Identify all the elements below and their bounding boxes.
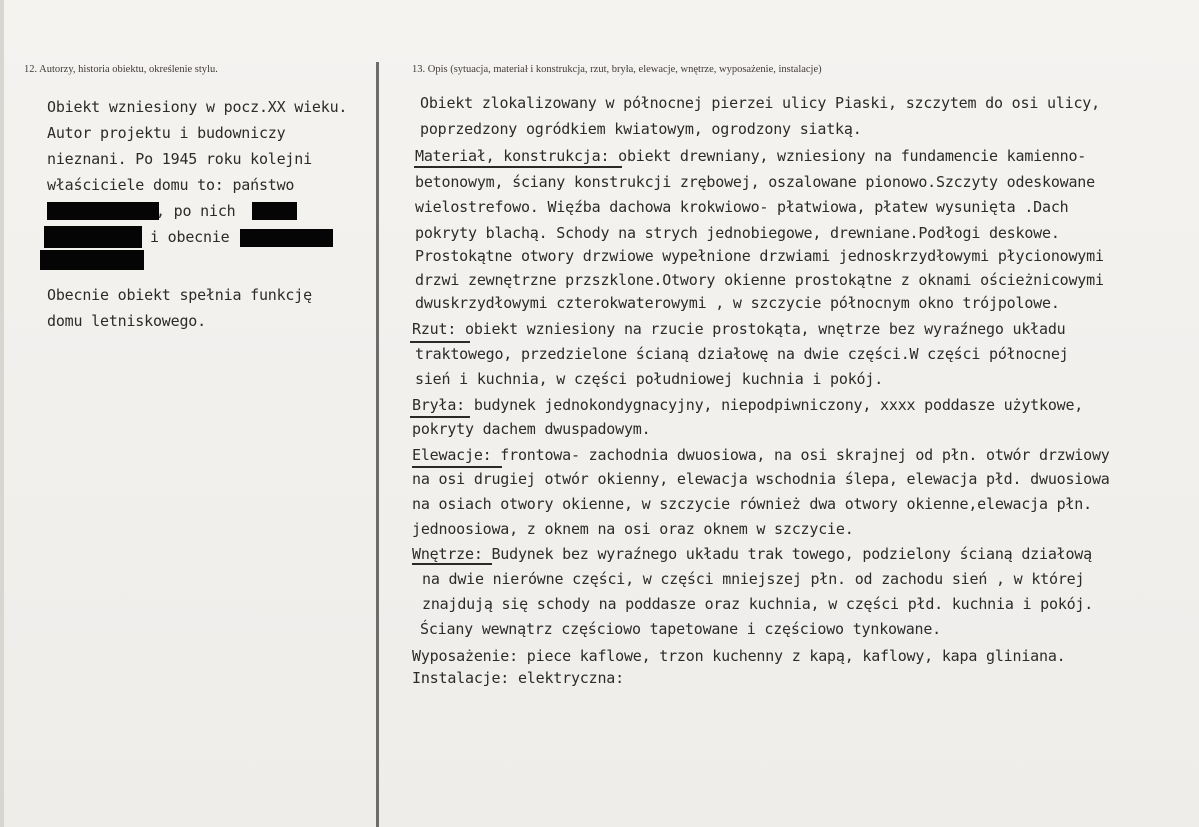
s13-line-6: pokryty blachą. Schody na strych jednobiegowe, drewniane.Podłogi deskowe. — [415, 224, 1060, 242]
underline-wnetrze — [412, 563, 492, 565]
s13-line-22: Ściany wewnątrz częściowo tapetowane i częściowo tynkowane. — [420, 620, 942, 638]
s13-line-4: betonowym, ściany konstrukcji zrębowej, oszalowane pionowo.Szczyty odeskowane — [415, 173, 1095, 191]
s12-line-6: i obecnie — [150, 228, 230, 246]
s13-line-18: jednoosiowa, z oknem na osi oraz oknem w szczycie. — [412, 520, 854, 538]
s13-line-24: Instalacje: elektryczna: — [412, 669, 624, 687]
s12-line-3: nieznani. Po 1945 roku kolejni — [47, 150, 312, 168]
s12-line-4: właściciele domu to: państwo — [47, 176, 295, 194]
s13-line-11: traktowego, przedzielone ścianą działowę na dwie części.W części północnej — [415, 345, 1069, 363]
s12-line-1: Obiekt wzniesiony w pocz.XX wieku. — [47, 98, 348, 116]
s13-line-1: Obiekt zlokalizowany w północnej pierzei ulicy Piaski, szczytem do osi ulicy, — [420, 94, 1100, 112]
s13-line-10: Rzut: obiekt wzniesiony na rzucie prostokąta, wnętrze bez wyraźnego układu — [412, 320, 1066, 338]
s12-line-5: , po nich — [156, 202, 236, 220]
underline-material — [414, 166, 622, 168]
s13-line-23: Wyposażenie: piece kaflowe, trzon kuchenny z kapą, kaflowy, kapa gliniana. — [412, 647, 1066, 665]
s12-line-7: Obecnie obiekt spełnia funkcję — [47, 286, 312, 304]
underline-elewacje — [412, 466, 502, 468]
s13-line-9: dwuskrzydłowymi czterokwaterowymi , w szczycie północnym okno trójpolowe. — [415, 294, 1060, 312]
s13-line-21: znajdują się schody na poddasze oraz kuchnia, w części płd. kuchnia i pokój. — [422, 595, 1094, 613]
s13-line-20: na dwie nierówne części, w części mniejszej płn. od zachodu sień , w której — [422, 570, 1085, 588]
redaction-bar — [44, 226, 142, 248]
s13-line-19: Wnętrze: Budynek bez wyraźnego układu trak towego, podzielony ścianą działową — [412, 545, 1092, 563]
s13-line-2: poprzedzony ogródkiem kwiatowym, ogrodzony siatką. — [420, 120, 862, 138]
column-divider — [376, 62, 379, 827]
underline-rzut — [410, 341, 470, 343]
s13-line-8: drzwi zewnętrzne przszklone.Otwory okienne prostokątne z oknami ościeżnicowymi — [415, 271, 1104, 289]
s13-line-16: na osi drugiej otwór okienny, elewacja wschodnia ślepa, elewacja płd. dwuosiowa — [412, 470, 1110, 488]
redaction-bar — [40, 250, 144, 270]
s12-line-8: domu letniskowego. — [47, 312, 206, 330]
page-edge-shadow — [0, 0, 4, 827]
s13-line-17: na osiach otwory okienne, w szczycie również dwa otwory okienne,elewacja płn. — [412, 495, 1092, 513]
redaction-bar — [240, 229, 333, 247]
section-12-heading: 12. Autorzy, historia obiektu, określenie stylu. — [24, 64, 218, 75]
s13-line-3: Materiał, konstrukcja: obiekt drewniany, wzniesiony na fundamencie kamienno- — [415, 147, 1087, 165]
s13-line-12: sień i kuchnia, w części południowej kuchnia i pokój. — [415, 370, 884, 388]
s12-line-2: Autor projektu i budowniczy — [47, 124, 286, 142]
redaction-bar — [47, 202, 159, 220]
underline-bryla — [410, 416, 470, 418]
s13-line-5: wielostrefowo. Więźba dachowa krokwiowo- płatwiowa, płatew wysunięta .Dach — [415, 198, 1069, 216]
s13-line-14: pokryty dachem dwuspadowym. — [412, 420, 651, 438]
s13-line-15: Elewacje: frontowa- zachodnia dwuosiowa, na osi skrajnej od płn. otwór drzwiowy — [412, 446, 1110, 464]
s13-line-7: Prostokątne otwory drzwiowe wypełnione drzwiami jednoskrzydłowymi płycionowymi — [415, 247, 1104, 265]
section-13-heading: 13. Opis (sytuacja, materiał i konstrukcja, rzut, bryła, elewacje, wnętrze, wyposażenie, instalacje) — [412, 64, 822, 75]
redaction-bar — [252, 202, 297, 220]
s13-line-13: Bryła: budynek jednokondygnacyjny, niepodpiwniczony, xxxx poddasze użytkowe, — [412, 396, 1084, 414]
